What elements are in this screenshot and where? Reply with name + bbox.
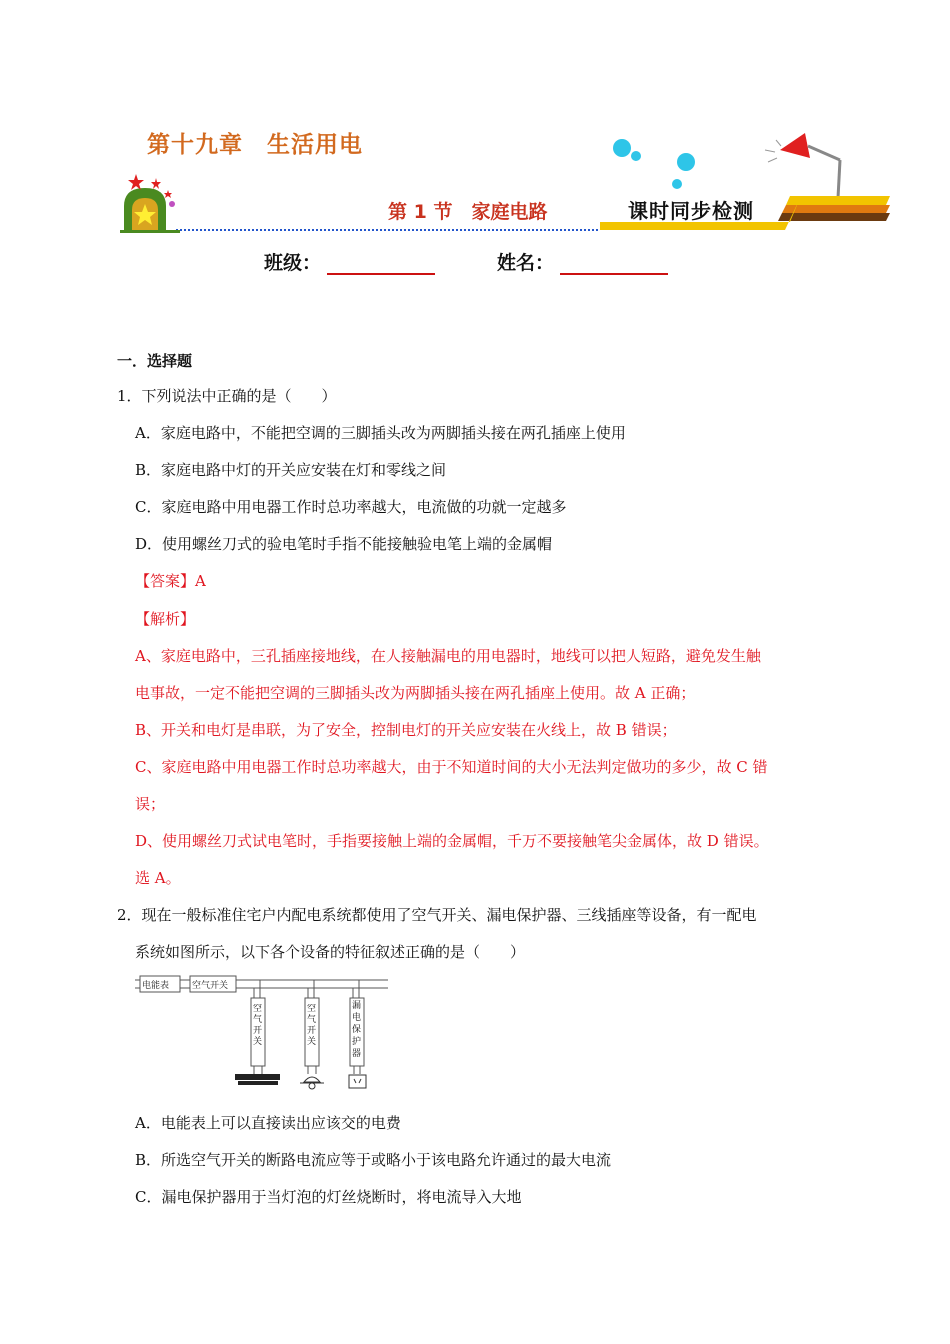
class-label: 班级： — [264, 252, 322, 274]
q2-option-b: B．所选空气开关的断路电流应等于或略小于该电路允许通过的最大电流 — [135, 1151, 612, 1169]
house-star-icon — [120, 174, 180, 233]
q1-analysis-line: A、家庭电路中，三孔插座接地线，在人接触漏电的用电器时，地线可以把人短路，避免发生触 — [135, 647, 761, 665]
class-blank[interactable] — [327, 251, 435, 275]
bulb-icon — [300, 1077, 324, 1089]
branch3-label: 漏电保护器 — [352, 1001, 362, 1059]
q1-analysis-line: B、开关和电灯是串联，为了安全，控制电灯的开关应安装在火线上，故 B 错误； — [135, 721, 677, 739]
branch2-label: 空气开关 — [307, 1004, 317, 1047]
meter-label: 电能表 — [142, 981, 170, 991]
section-heading: 一．选择题 — [117, 352, 193, 370]
q1-option-b: B．家庭电路中灯的开关应安装在灯和零线之间 — [135, 461, 447, 479]
main-switch-label: 空气开关 — [192, 981, 229, 991]
q1-analysis-line: D、使用螺丝刀式试电笔时，手指要接触上端的金属帽，千万不要接触笔尖金属体，故 D 错误。 — [135, 832, 769, 850]
sync-label: 课时同步检测 — [628, 199, 754, 223]
q1-option-c: C．家庭电路中用电器工作时总功率越大，电流做的功就一定越多 — [135, 498, 567, 516]
bubble-decoration — [613, 139, 631, 157]
q1-analysis-line: 电事故，一定不能把空调的三脚插头改为两脚插头接在两孔插座上使用。故 A 正确； — [135, 684, 696, 702]
q1-option-d: D．使用螺丝刀式的验电笔时手指不能接触验电笔上端的金属帽 — [135, 535, 553, 553]
heater-icon — [235, 1074, 280, 1080]
name-field — [497, 248, 668, 275]
distribution-diagram — [130, 970, 390, 1095]
section-title: 第 1 节 家庭电路 — [388, 201, 548, 223]
bubble-decoration — [677, 153, 695, 171]
bubble-decoration — [631, 151, 641, 161]
name-blank[interactable] — [560, 251, 668, 275]
q1-answer: 【答案】A — [135, 572, 206, 590]
class-field — [264, 248, 435, 275]
q2-option-c: C．漏电保护器用于当灯泡的灯丝烧断时，将电流导入大地 — [135, 1188, 522, 1206]
q2-stem-line: 2．现在一般标准住宅户内配电系统都使用了空气开关、漏电保护器、三线插座等设备，有一配电 — [117, 906, 757, 924]
q1-option-a: A．家庭电路中，不能把空调的三脚插头改为两脚插头接在两孔插座上使用 — [135, 424, 626, 442]
chapter-title: 第十九章 生活用电 — [147, 132, 363, 158]
q1-stem: 1．下列说法中正确的是（ ） — [117, 387, 337, 405]
q1-analysis-line: 选 A。 — [135, 869, 181, 887]
q2-stem-line: 系统如图所示，以下各个设备的特征叙述正确的是（ ） — [135, 943, 526, 961]
bubble-decoration — [672, 179, 682, 189]
branch1-label: 空气开关 — [253, 1004, 263, 1047]
q1-analysis-line: 误； — [135, 795, 166, 813]
lamp-icon — [765, 133, 840, 198]
q1-analysis-label: 【解析】 — [135, 610, 196, 628]
q2-option-a: A．电能表上可以直接读出应该交的电费 — [135, 1114, 401, 1132]
socket-icon — [349, 1075, 366, 1088]
q1-analysis-line: C、家庭电路中用电器工作时总功率越大，由于不知道时间的大小无法判定做功的多少，故 C 错 — [135, 758, 768, 776]
name-label: 姓名： — [497, 252, 555, 274]
